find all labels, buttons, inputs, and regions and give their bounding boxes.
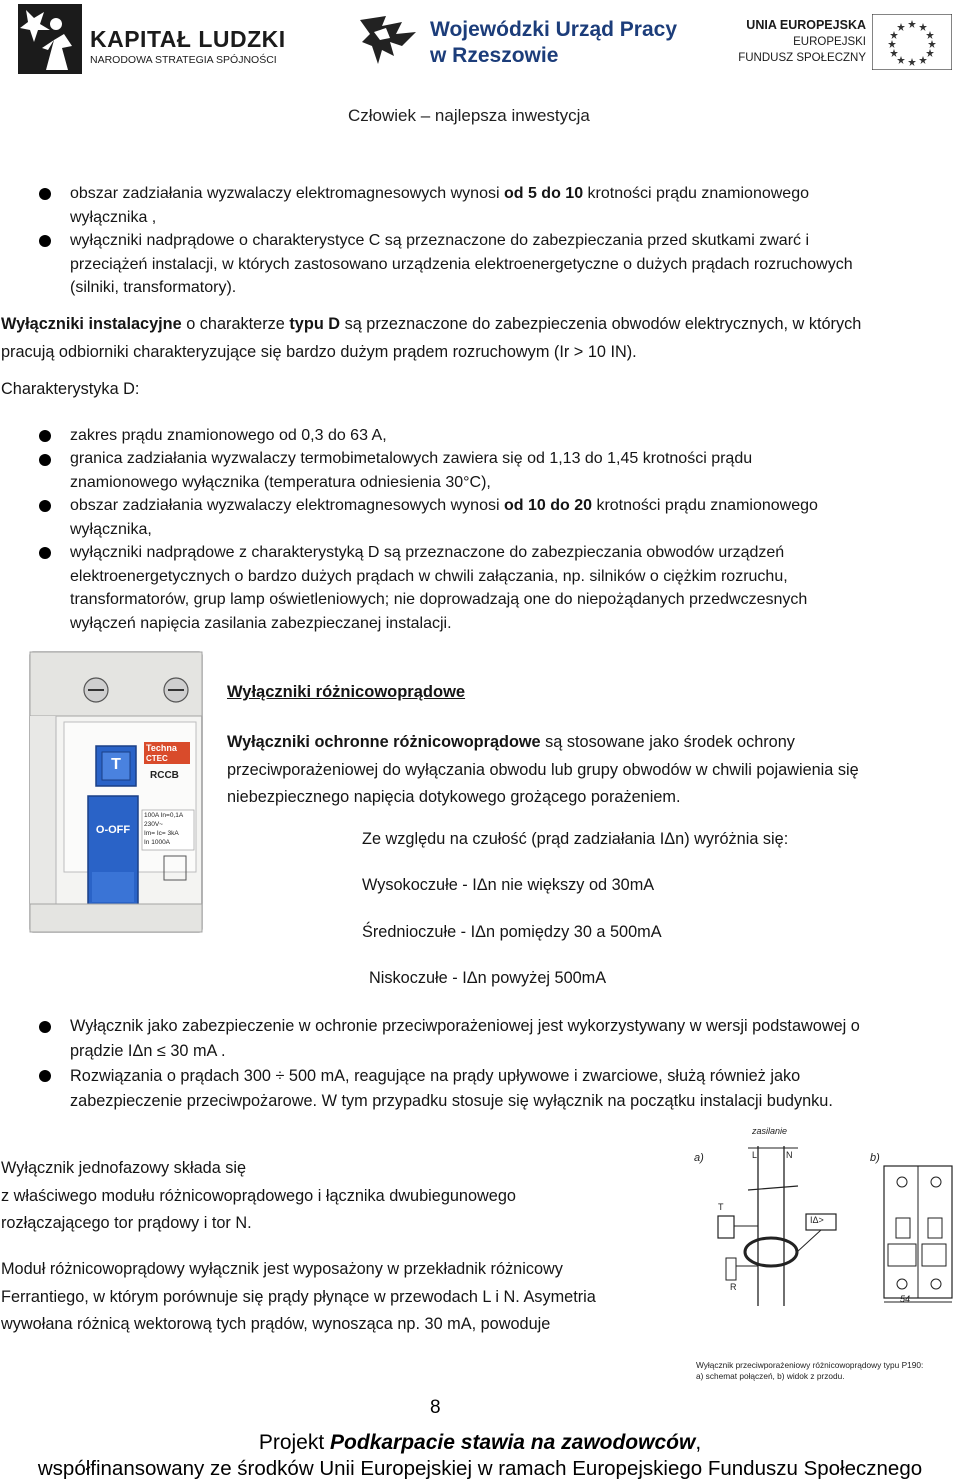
list-text-line: znamionowego wyłącznika (temperatura odniesienia 30°C), xyxy=(70,473,491,491)
bold-text: Wyłączniki ochronne różnicowoprądowe xyxy=(227,733,541,751)
kapital-ludzki-title: KAPITAŁ LUDZKI xyxy=(90,26,286,52)
list-bold-text: od 5 do 10 xyxy=(503,185,584,202)
list-text-line: Wyłącznik jako zabezpieczenie w ochronie przeciwporażeniowej jest wykorzystywany w wersji podstawowej o xyxy=(70,1017,860,1035)
bullet-icon xyxy=(39,547,51,559)
rcd-wiring-diagram xyxy=(688,1126,958,1388)
list-text-line: wyłączniki nadprądowe o charakterystyce C są przeznaczone do zabezpieczania przed skutkami zwarć i xyxy=(70,232,810,249)
eu-line1: UNIA EUROPEJSKA xyxy=(746,18,866,32)
kapital-ludzki-subtitle: NARODOWA STRATEGIA SPÓJNOŚCI xyxy=(90,54,277,66)
eu-logo xyxy=(730,14,955,74)
wup-logo xyxy=(356,12,678,72)
sensitivity-high: Wysokoczułe - IΔn nie większy od 30mA xyxy=(362,876,655,894)
bullet-icon xyxy=(39,1070,51,1082)
rcd-description xyxy=(227,729,947,812)
wup-line2: w Rzeszowie xyxy=(430,44,559,67)
list-text-line: elektroenergetycznych o bardzo dużych prądach w chwili załączania, np. silników o ciężkim rozruchu, xyxy=(70,567,788,585)
list-bold-text: od 10 do 20 xyxy=(503,497,592,514)
list-item xyxy=(70,229,950,300)
footer-line-1 xyxy=(0,1431,960,1455)
list-text-line: zabezpieczenie przeciwpożarowe. W tym przypadku stosuje się wyłącznik na początku instalacji budynku. xyxy=(70,1092,833,1110)
list-item xyxy=(70,1014,950,1064)
section-heading: Charakterystyka D: xyxy=(1,380,140,398)
list-text-line: Rozwiązania o prądach 300 ÷ 500 mA, reagujące na prądy upływowe i zwarciowe, służą również jako xyxy=(70,1067,801,1085)
bold-text: typu D xyxy=(289,315,341,333)
bullet-icon xyxy=(39,430,51,442)
device-off-label: O-OFF xyxy=(95,824,131,836)
list-item xyxy=(70,1064,950,1114)
list-text: obszar zadziałania wyzwalaczy elektromagnesowych wynosi xyxy=(70,497,504,514)
list-text: obszar zadziałania wyzwalaczy elektromagnesowych wynosi xyxy=(70,185,504,202)
footer-project-name: Podkarpacie stawia na zawodowców xyxy=(330,1431,696,1454)
text-line: pracują odbiorniki charakteryzujące się bardzo dużym prądem rozruchowym (Ir > 10 IN). xyxy=(1,343,637,361)
bullet-icon xyxy=(39,235,51,247)
kapital-ludzki-emblem xyxy=(18,4,82,74)
device-spec: Im= Ic= 3kA xyxy=(144,830,179,837)
list-text-line: prądzie IΔn ≤ 30 mA . xyxy=(70,1042,226,1060)
diagram-N-label: N xyxy=(786,1150,793,1160)
list-text-line: granica zadziałania wyzwalaczy termobimetalowych zawiera się od 1,13 do 1,45 krotności prądu xyxy=(70,450,753,467)
diagram-caption-2: a) schemat połączeń, b) widok z przodu. xyxy=(696,1371,845,1381)
bullet-icon xyxy=(39,500,51,512)
text-line: niebezpiecznego napięcia dotykowego grożącego porażeniem. xyxy=(227,788,681,806)
device-spec: 230V~ xyxy=(144,821,163,828)
text: o charakterze xyxy=(181,315,290,333)
text: są stosowane jako środek ochrony xyxy=(540,733,795,751)
list-item xyxy=(70,494,950,541)
sensitivity-medium: Średnioczułe - IΔn pomiędzy 30 a 500mA xyxy=(362,923,662,941)
rcd-heading xyxy=(227,683,465,702)
text-line: Ferrantiego, w którym porównuje się prądy płynące w przewodach L i N. Asymetria xyxy=(1,1287,596,1306)
rcd-heading-text: Wyłączniki różnicowoprądowe xyxy=(227,683,466,701)
list-item xyxy=(70,447,950,494)
list-text-line: przeciążeń instalacji, w których zastosowano urządzenia elektroenergetyczne o dużych prądach rozruchowych xyxy=(70,255,853,273)
text: są przeznaczone do zabezpieczenia obwodów elektrycznych, w których xyxy=(340,315,862,333)
sensitivity-intro: Ze względu na czułość (prąd zadziałania IΔn) wyróżnia się: xyxy=(362,830,789,848)
list-text: krotności prądu znamionowego xyxy=(583,185,809,202)
bottom-paragraph-1 xyxy=(1,1155,661,1238)
footer-text: Projekt xyxy=(258,1431,331,1454)
sensitivity-low: Niskoczułe - IΔn powyżej 500mA xyxy=(369,969,607,987)
page-number: 8 xyxy=(430,1397,441,1418)
wup-line1: Wojewódzki Urząd Pracy xyxy=(430,18,678,41)
eu-line3: FUNDUSZ SPOŁECZNY xyxy=(738,52,866,64)
text-line: Wyłącznik jednofazowy składa się xyxy=(1,1159,247,1177)
diagram-caption-1: Wyłącznik przeciwporażeniowy różnicowoprądowy typu P190: xyxy=(696,1360,924,1370)
bullet-icon xyxy=(39,454,51,466)
diagram-R-label: R xyxy=(730,1282,737,1292)
diagram-supply-label: zasilanie xyxy=(752,1126,788,1136)
device-test-label: T xyxy=(111,756,121,773)
wup-emblem xyxy=(356,12,420,68)
list-item xyxy=(70,182,950,229)
list-text-line: wyłącznika, xyxy=(70,520,152,538)
rcd-device-photo xyxy=(26,646,208,936)
text-line: z właściwego modułu różnicowoprądowego i łącznika dwubiegunowego xyxy=(1,1186,516,1205)
list-text: krotności prądu znamionowego xyxy=(592,497,818,514)
list-item xyxy=(70,541,950,635)
bottom-paragraph-2 xyxy=(1,1256,681,1339)
text-line: Moduł różnicowoprądowy wyłącznik jest wyposażony w przekładnik różnicowy xyxy=(1,1260,563,1278)
list-text-line: zakres prądu znamionowego od 0,3 do 63 A, xyxy=(70,427,387,444)
device-type: RCCB xyxy=(150,770,179,781)
rcd-device-illustration xyxy=(26,646,208,936)
device-model: CTEC xyxy=(146,754,168,763)
device-spec: In 1000A xyxy=(144,839,171,846)
diagram-label-b: b) xyxy=(870,1152,880,1164)
bold-text: Wyłączniki instalacyjne xyxy=(1,315,182,333)
list-text-line: wyłączeń napięcia zasilania zabezpieczanej instalacji. xyxy=(70,614,452,632)
eu-flag-icon xyxy=(872,14,952,70)
footer-text: , xyxy=(695,1431,702,1454)
footer-line-2: współfinansowany ze środków Unii Europejskiej w ramach Europejskiego Funduszu Społecznego xyxy=(37,1457,923,1480)
header-tagline: Człowiek – najlepsza inwestycja xyxy=(348,106,590,125)
list-text-line: wyłącznika , xyxy=(70,208,157,226)
bullet-icon xyxy=(39,1021,51,1033)
diagram-ID-label: IΔ> xyxy=(810,1215,824,1225)
device-brand: Techna xyxy=(146,743,177,753)
text-line: rozłączającego tor prądowy i tor N. xyxy=(1,1214,252,1232)
diagram-label-a: a) xyxy=(694,1152,704,1164)
text-line: wywołana różnicą wektorową tych prądów, wynosząca np. 30 mA, powoduje xyxy=(1,1315,551,1333)
device-spec: 100A In=0,1A xyxy=(144,812,184,819)
kapital-ludzki-logo xyxy=(18,4,288,76)
list-text-line: transformatorów, grup lamp oświetleniowych; nie doprowadzają one do niepożądanych przedwczesnych xyxy=(70,591,808,608)
text-line: przeciwporażeniowej do wyłączania obwodu lub grupy obwodów w chwili pojawienia się xyxy=(227,760,859,779)
list-item xyxy=(70,424,950,448)
list-text-line: wyłączniki nadprądowe z charakterystyką D są przeznaczone do zabezpieczania obwodów urządzeń xyxy=(70,544,785,561)
bullet-icon xyxy=(39,188,51,200)
paragraph-type-d xyxy=(1,310,951,366)
diagram-number: 54 xyxy=(900,1294,911,1304)
list-text-line: (silniki, transformatory). xyxy=(70,279,237,296)
diagram-L-label: L xyxy=(752,1150,758,1160)
eu-line2: EUROPEJSKI xyxy=(793,36,866,48)
diagram-T-label: T xyxy=(718,1202,724,1212)
